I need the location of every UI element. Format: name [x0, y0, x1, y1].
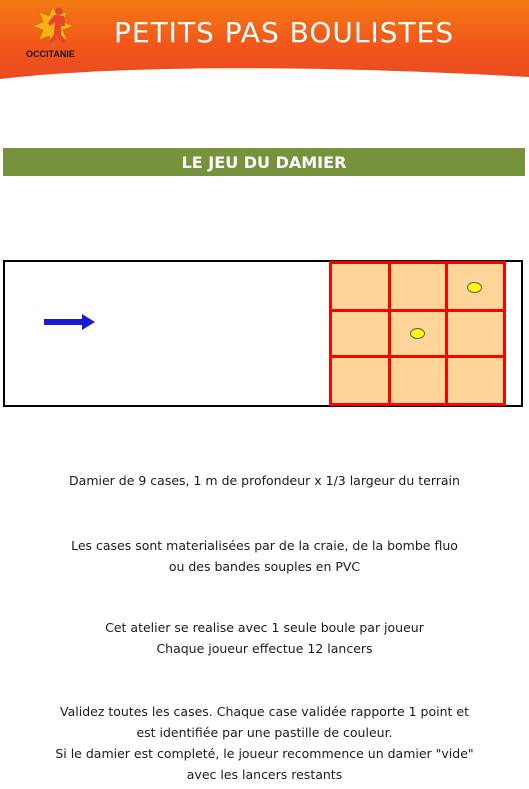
grid-line-vertical	[388, 264, 391, 403]
section-title: LE JEU DU DAMIER	[181, 152, 347, 172]
section-header	[3, 148, 525, 176]
paragraph-materials	[0, 535, 529, 577]
paragraph-dimensions	[0, 470, 529, 491]
pastille-icon	[467, 282, 482, 293]
grid-line-horizontal	[332, 355, 503, 358]
grid-line-vertical	[445, 264, 448, 403]
logo-label: OCCITANIE	[26, 49, 75, 59]
paragraph-line: avec les lancers restants	[186, 767, 343, 782]
arrow-right-icon	[44, 314, 96, 330]
paragraph-line: Chaque joueur effectue 12 lancers	[156, 641, 373, 656]
paragraph-line: Les cases sont materialisées par de la craie, de la bombe fluo	[71, 538, 458, 553]
header-wave-decoration	[0, 63, 529, 84]
page-title: PETITS PAS BOULISTES	[114, 16, 455, 49]
paragraph-rules	[0, 617, 529, 659]
grid-line-horizontal	[332, 309, 503, 312]
paragraph-line: Cet atelier se realise avec 1 seule boule par joueur	[105, 620, 424, 635]
paragraph-line: Damier de 9 cases, 1 m de profondeur x 1/3 largeur du terrain	[69, 473, 460, 488]
paragraph-line: ou des bandes souples en PVC	[168, 559, 361, 574]
damier-grid	[329, 261, 506, 406]
paragraph-scoring	[0, 701, 529, 785]
paragraph-line: Si le damier est completé, le joueur recommence un damier "vide"	[55, 746, 474, 761]
pastille-icon	[410, 328, 425, 339]
paragraph-line: est identifiée par une pastille de couleur.	[136, 725, 393, 740]
paragraph-line: Validez toutes les cases. Chaque case validée rapporte 1 point et	[60, 704, 469, 719]
header-banner	[0, 0, 529, 84]
